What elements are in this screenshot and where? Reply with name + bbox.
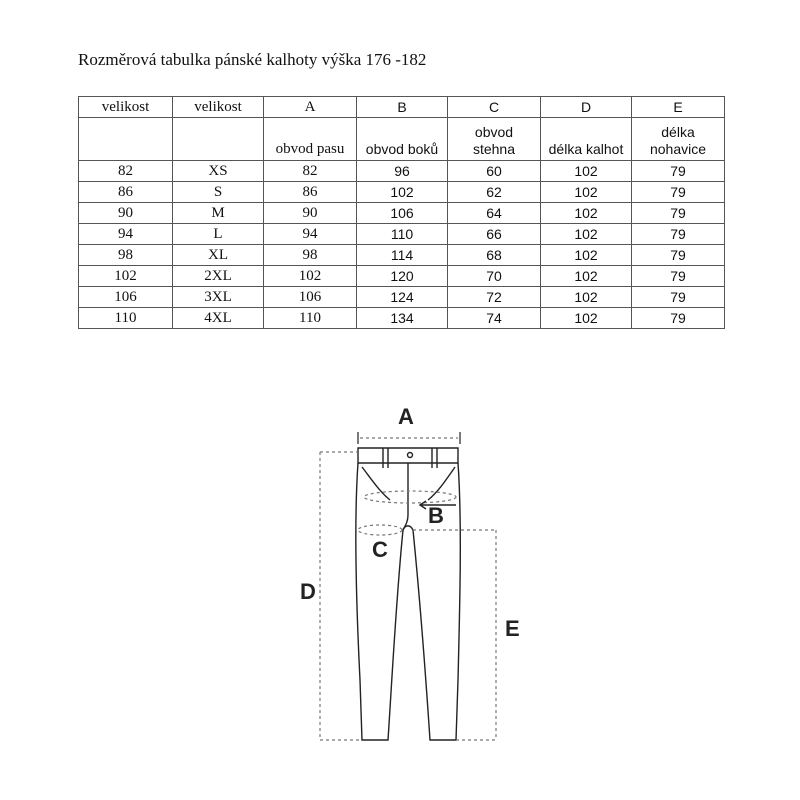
left-leg-outline — [356, 463, 403, 740]
table-cell: 3XL — [173, 287, 264, 308]
table-cell: 102 — [541, 203, 632, 224]
table-cell: 79 — [632, 161, 725, 182]
table-cell: E — [632, 97, 725, 118]
table-cell: 96 — [357, 161, 448, 182]
table-cell: 102 — [541, 287, 632, 308]
table-cell: 134 — [357, 308, 448, 329]
table-cell: 110 — [79, 308, 173, 329]
table-cell: 79 — [632, 245, 725, 266]
dimension-e — [413, 530, 496, 740]
table-cell: 110 — [357, 224, 448, 245]
table-cell: 72 — [448, 287, 541, 308]
table-cell: obvod boků — [357, 118, 448, 161]
table-cell: 79 — [632, 203, 725, 224]
table-cell: 94 — [79, 224, 173, 245]
table-cell: obvod pasu — [264, 118, 357, 161]
table-cell: 102 — [541, 308, 632, 329]
table-cell: 82 — [79, 161, 173, 182]
table-cell: 102 — [357, 182, 448, 203]
table-cell: 90 — [79, 203, 173, 224]
table-cell: 102 — [541, 266, 632, 287]
table-cell: 79 — [632, 287, 725, 308]
table-cell: velikost — [79, 97, 173, 118]
table-cell: L — [173, 224, 264, 245]
table-cell: 102 — [541, 182, 632, 203]
table-cell: 110 — [264, 308, 357, 329]
table-cell: XS — [173, 161, 264, 182]
table-cell: 60 — [448, 161, 541, 182]
page-title: Rozměrová tabulka pánské kalhoty výška 176 -182 — [78, 50, 427, 69]
table-cell: 82 — [264, 161, 357, 182]
table-cell: 64 — [448, 203, 541, 224]
table-cell: XL — [173, 245, 264, 266]
table-cell: S — [173, 182, 264, 203]
table-cell: délka nohavice — [632, 118, 725, 161]
table-cell: 106 — [79, 287, 173, 308]
table-cell: 102 — [541, 224, 632, 245]
right-pocket — [428, 467, 455, 500]
table-cell: 106 — [264, 287, 357, 308]
table-cell: 4XL — [173, 308, 264, 329]
table-cell: 90 — [264, 203, 357, 224]
label-a: A — [398, 404, 414, 429]
table-cell: 74 — [448, 308, 541, 329]
table-cell: 79 — [632, 224, 725, 245]
table-cell: A — [264, 97, 357, 118]
dimension-d — [320, 452, 362, 740]
table-cell: D — [541, 97, 632, 118]
table-cell: 98 — [264, 245, 357, 266]
table-cell: 124 — [357, 287, 448, 308]
table-cell: 106 — [357, 203, 448, 224]
table-cell: 114 — [357, 245, 448, 266]
table-cell: 68 — [448, 245, 541, 266]
table-cell: 102 — [79, 266, 173, 287]
table-cell: 98 — [79, 245, 173, 266]
table-cell: 79 — [632, 182, 725, 203]
label-e: E — [505, 616, 520, 641]
table-cell: obvod stehna — [448, 118, 541, 161]
table-cell: B — [357, 97, 448, 118]
table-cell: 70 — [448, 266, 541, 287]
table-cell: 102 — [541, 161, 632, 182]
table-cell: velikost — [173, 97, 264, 118]
table-cell: C — [448, 97, 541, 118]
table-cell: 66 — [448, 224, 541, 245]
table-cell: 102 — [264, 266, 357, 287]
table-cell: 94 — [264, 224, 357, 245]
table-cell: 79 — [632, 308, 725, 329]
label-b: B — [428, 503, 444, 528]
label-d: D — [300, 579, 316, 604]
fly-seam — [403, 463, 408, 530]
hip-measure-line — [364, 491, 456, 503]
waist-button — [408, 453, 413, 458]
table-cell: 86 — [79, 182, 173, 203]
table-cell: 62 — [448, 182, 541, 203]
table-cell: 2XL — [173, 266, 264, 287]
label-c: C — [372, 537, 388, 562]
table-cell: 120 — [357, 266, 448, 287]
thigh-measure-line — [358, 525, 402, 535]
table-cell: 102 — [541, 245, 632, 266]
table-cell: M — [173, 203, 264, 224]
table-cell: 79 — [632, 266, 725, 287]
table-cell: délka kalhot — [541, 118, 632, 161]
table-cell: 86 — [264, 182, 357, 203]
